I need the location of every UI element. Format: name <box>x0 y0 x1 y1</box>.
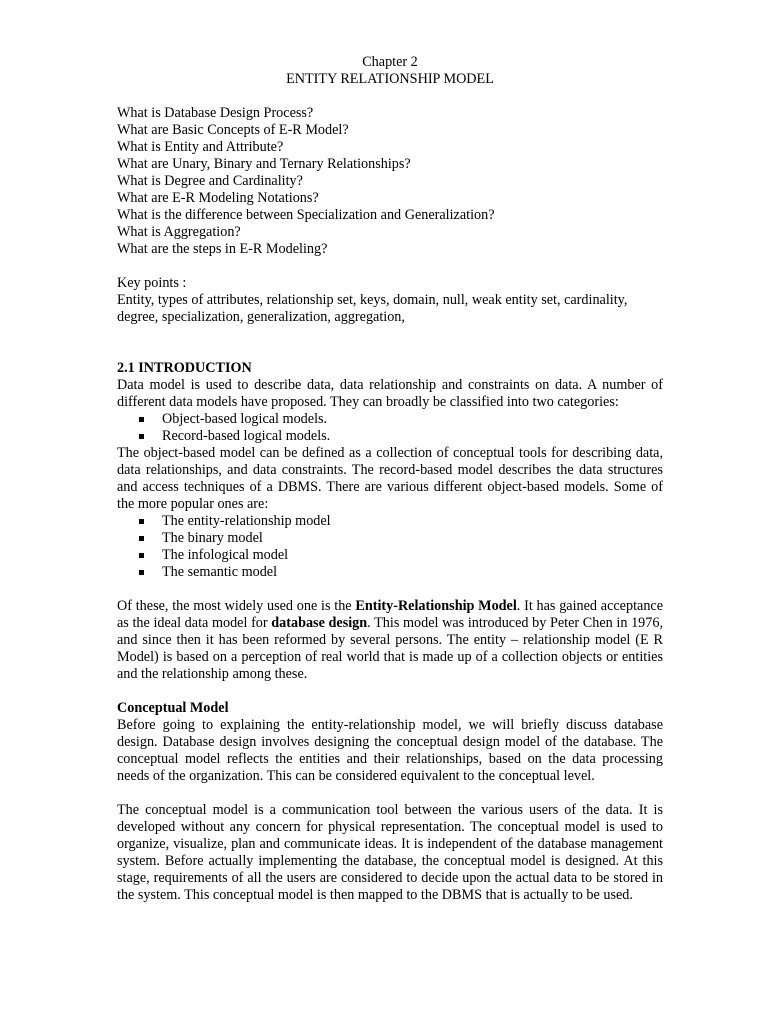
section-heading-conceptual-model: Conceptual Model <box>117 700 229 716</box>
spacer <box>117 88 663 105</box>
document-page <box>117 54 663 904</box>
introduction-paragraph-2: The object-based model can be defined as a collection of conceptual tools for describing data, data relationships, and data constraints. The record-based model describes the data structures and access techniques of a DBMS. There are various different object-based models. Some of the more popular ones are: <box>117 445 663 512</box>
list-item-text: Object-based logical models. <box>162 411 328 427</box>
conceptual-paragraph-1: Before going to explaining the entity-relationship model, we will briefly discuss database design. Database design involves designing the conceptual design model of the database. The conceptual model reflects the entities and their relationships, based on the data processing needs of the organization. This can be considered equivalent to the conceptual level. <box>117 717 663 784</box>
list-item <box>117 530 663 547</box>
section-heading-introduction: 2.1 INTRODUCTION <box>117 360 252 376</box>
list-item <box>117 564 663 581</box>
square-bullet-icon <box>139 570 144 575</box>
square-bullet-icon <box>139 553 144 558</box>
bold-text: Entity-Relationship Model <box>355 598 517 614</box>
question-item: What is Aggregation? <box>117 224 241 240</box>
square-bullet-icon <box>139 519 144 524</box>
square-bullet-icon <box>139 536 144 541</box>
spacer <box>117 343 663 360</box>
list-item-text: Record-based logical models. <box>162 428 331 444</box>
chapter-label: Chapter 2 <box>362 54 418 70</box>
square-bullet-icon <box>139 417 144 422</box>
chapter-title: ENTITY RELATIONSHIP MODEL <box>286 71 494 87</box>
square-bullet-icon <box>139 434 144 439</box>
question-item: What are Basic Concepts of E-R Model? <box>117 122 349 138</box>
question-item: What is the difference between Specialization and Generalization? <box>117 207 495 223</box>
category-list <box>117 411 663 445</box>
text-run: Of these, the most widely used one is the <box>117 598 356 614</box>
list-item <box>117 513 663 530</box>
list-item-text: The infological model <box>162 547 289 563</box>
spacer <box>117 785 663 802</box>
introduction-paragraph-3 <box>117 598 663 683</box>
spacer <box>117 258 663 275</box>
list-item <box>117 547 663 564</box>
list-item <box>117 428 663 445</box>
introduction-paragraph-1: Data model is used to describe data, data relationship and constraints on data. A number of different data models have proposed. They can broadly be classified into two categories: <box>117 377 663 410</box>
question-item: What is Database Design Process? <box>117 105 314 121</box>
key-points-text: Entity, types of attributes, relationship set, keys, domain, null, weak entity set, cardinality, degree, specialization, generalization, aggregation, <box>117 292 628 325</box>
question-item: What are Unary, Binary and Ternary Relationships? <box>117 156 411 172</box>
spacer <box>117 581 663 598</box>
list-item-text: The semantic model <box>162 564 278 580</box>
key-points-label: Key points : <box>117 275 187 291</box>
text-run: . This model was introduced by Peter Chen in 1976, and since then it has been reformed by several persons. The entity – relationship model (E R Model) is based on a perception of real world that is made up of a collection objects or entities and the relationship among these. <box>117 615 663 682</box>
question-item: What are E-R Modeling Notations? <box>117 190 319 206</box>
question-item: What is Entity and Attribute? <box>117 139 284 155</box>
question-item: What is Degree and Cardinality? <box>117 173 303 189</box>
list-item <box>117 411 663 428</box>
spacer <box>117 683 663 700</box>
question-list <box>117 105 663 258</box>
spacer <box>117 326 663 343</box>
question-item: What are the steps in E-R Modeling? <box>117 241 328 257</box>
list-item-text: The entity-relationship model <box>162 513 331 529</box>
text-run: . It has gained acceptance as the ideal data model for <box>117 598 664 631</box>
list-item-text: The binary model <box>162 530 263 546</box>
model-list <box>117 513 663 581</box>
conceptual-paragraph-2: The conceptual model is a communication tool between the various users of the data. It is developed without any concern for physical representation. The conceptual model is used to organize, visualize, plan and communicate ideas. It is independent of the database management system. Before actually implementing the database, the conceptual model is designed. At this stage, requirements of all the users are considered to decide upon the actual data to be stored in the system. This conceptual model is then mapped to the DBMS that is actually to be used. <box>117 802 663 903</box>
bold-text: database design <box>271 615 368 631</box>
